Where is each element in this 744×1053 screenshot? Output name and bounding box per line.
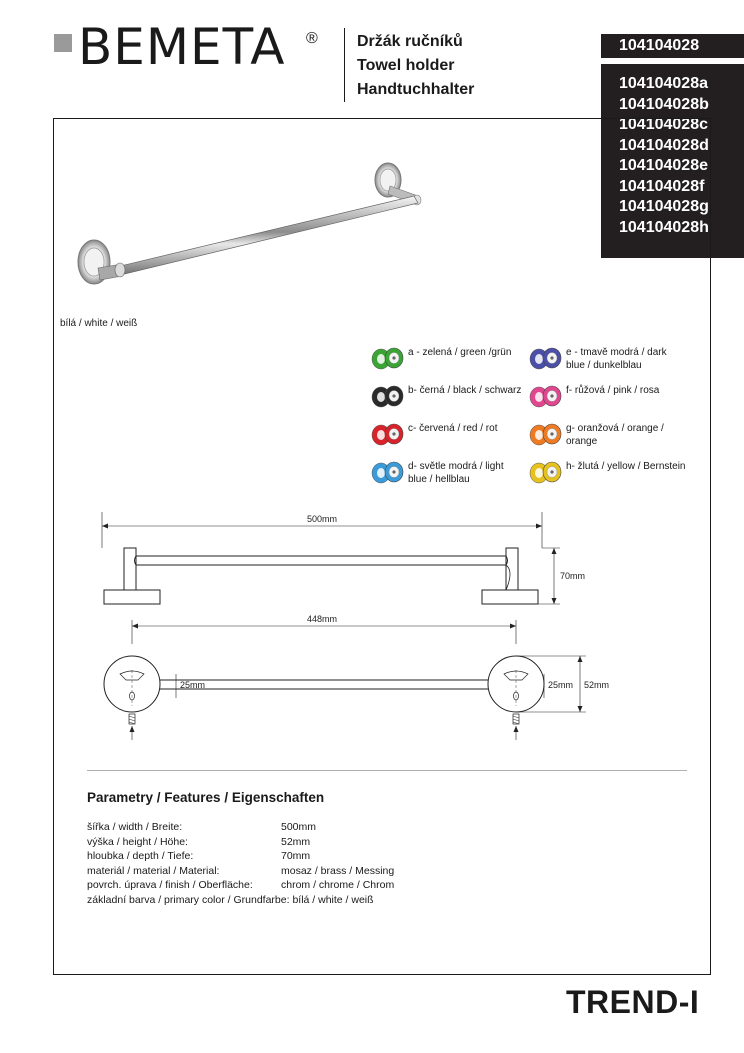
- title-en: Towel holder: [357, 57, 455, 74]
- registered-mark: ®: [306, 30, 318, 47]
- variant-code: 104104028g: [619, 198, 709, 215]
- color-swatch-icon: [528, 346, 564, 370]
- dim-bar-offset: 25mm: [180, 680, 206, 690]
- feature-row: [87, 878, 395, 893]
- variant-item: [528, 384, 686, 408]
- color-swatch-icon: [370, 422, 406, 446]
- variant-item: [528, 422, 670, 448]
- variant-item: [370, 384, 528, 408]
- dim-total-width: 500mm: [306, 514, 338, 524]
- variant-item: [370, 422, 528, 446]
- feature-row: [87, 849, 374, 864]
- header-divider: [344, 28, 345, 102]
- variant-label: h- žlutá / yellow / Bernstein: [566, 461, 686, 472]
- feature-key: šířka / width / Breite:: [87, 821, 183, 833]
- color-swatch-icon: [528, 384, 564, 408]
- variant-code: 104104028e: [619, 157, 708, 174]
- variant-label: g- oranžová / orange / orange: [566, 423, 664, 447]
- feature-value: 70mm: [281, 850, 311, 862]
- feature-row: [87, 835, 374, 850]
- variant-code: 104104028c: [619, 116, 708, 133]
- series-name: TREND-I: [566, 984, 700, 1020]
- variant-item: [528, 460, 696, 484]
- base-color-label: bílá / white / weiß: [60, 318, 138, 329]
- feature-value: mosaz / brass / Messing: [281, 864, 395, 877]
- color-swatch-icon: [528, 422, 564, 446]
- variant-item: [528, 346, 674, 372]
- features-title: Parametry / Features / Eigenschaften: [87, 790, 325, 805]
- variant-label: b- černá / black / schwarz: [408, 385, 522, 396]
- variant-item: [370, 346, 518, 370]
- title-cz: Držák ručníků: [357, 33, 463, 50]
- feature-value: chrom / chrome / Chrom: [281, 879, 395, 891]
- brand-logo: BEMETA: [78, 18, 286, 76]
- color-swatch-icon: [370, 384, 406, 408]
- title-de: Handtuchhalter: [357, 81, 475, 98]
- features-table: [87, 820, 395, 907]
- variant-code: 104104028b: [619, 95, 709, 113]
- variant-label: d- světle modrá / light blue / hellblau: [408, 461, 504, 485]
- variant-code: 104104028f: [619, 177, 705, 195]
- variant-label: a - zelená / green /grün: [408, 347, 512, 358]
- variant-label: c- červená / red / rot: [408, 423, 498, 434]
- feature-value: 500mm: [281, 821, 317, 833]
- variant-code: 104104028d: [619, 136, 709, 154]
- variant-label: e - tmavě modrá / dark blue / dunkelblau: [566, 347, 667, 371]
- section-divider: [87, 770, 687, 771]
- logo-mark: [54, 34, 72, 52]
- dim-mount-spacing: 448mm: [306, 614, 338, 624]
- dim-rosette-offset: 25mm: [548, 680, 574, 690]
- variant-label: f- růžová / pink / rosa: [566, 385, 660, 396]
- feature-key: materiál / material / Material:: [87, 864, 220, 877]
- dim-height: 70mm: [560, 571, 586, 581]
- variant-code: 104104028a: [619, 75, 708, 92]
- feature-value: bílá / white / weiß: [292, 893, 374, 906]
- color-swatch-icon: [370, 460, 406, 484]
- dim-rosette-diameter: 52mm: [584, 680, 610, 690]
- feature-key: výška / height / Höhe:: [87, 835, 188, 848]
- technical-drawing: [90, 508, 630, 748]
- product-photo: [72, 150, 432, 290]
- color-swatch-icon: [370, 346, 406, 370]
- feature-row: [87, 820, 374, 835]
- color-swatch-icon: [528, 460, 564, 484]
- product-titles: [357, 30, 474, 102]
- feature-key: základní barva / primary color / Grundfarbe:: [87, 893, 290, 906]
- variant-item: [370, 460, 512, 486]
- feature-row: [87, 893, 374, 908]
- feature-key: hloubka / depth / Tiefe:: [87, 850, 194, 862]
- feature-key: povrch. úprava / finish / Oberfläche:: [87, 879, 253, 891]
- feature-value: 52mm: [281, 835, 311, 848]
- product-code: 104104028: [601, 34, 744, 58]
- variant-code: 104104028h: [619, 218, 709, 236]
- feature-row: [87, 864, 395, 879]
